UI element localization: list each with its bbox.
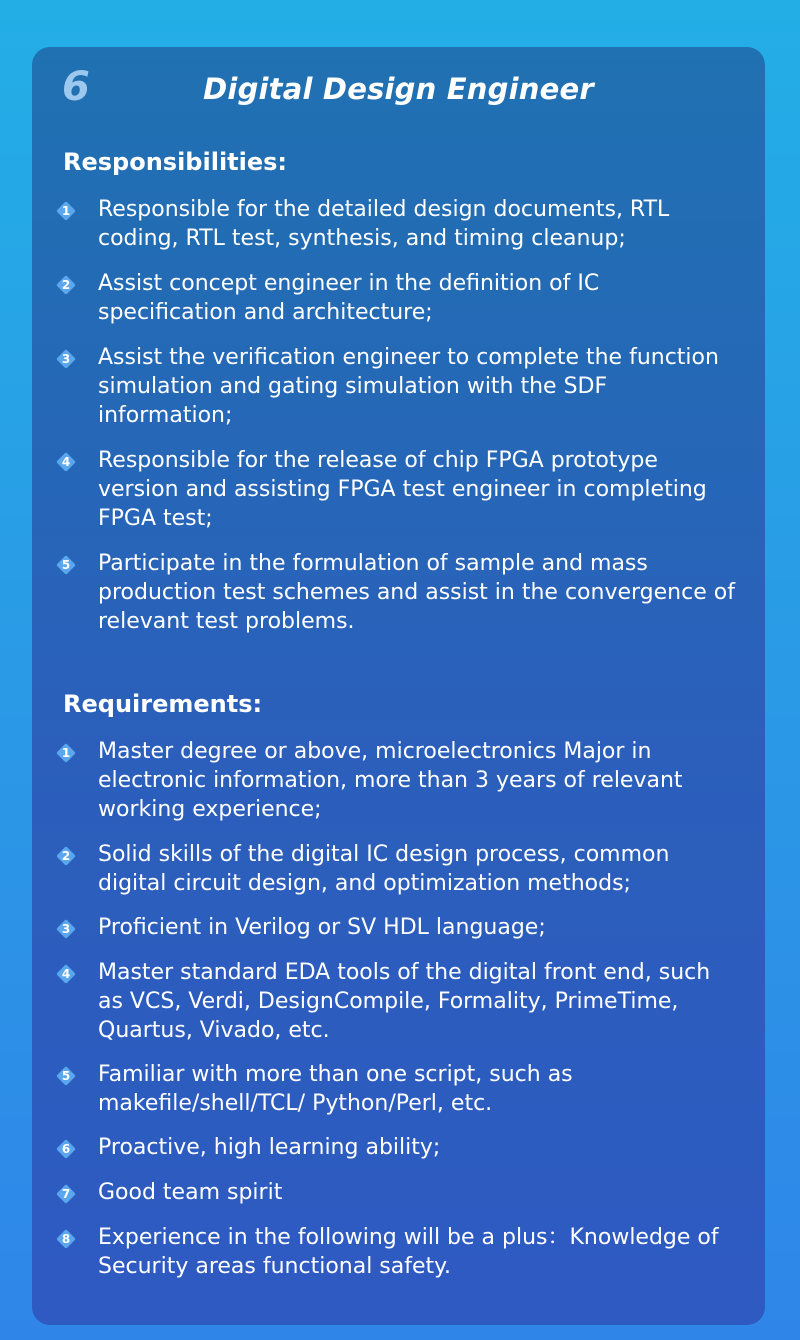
requirements-heading: Requirements: <box>63 690 263 718</box>
number-badge-icon: 4 <box>56 964 76 984</box>
list-item-text: Experience in the following will be a plus：Knowledge of Security areas functional safety. <box>98 1225 719 1279</box>
list-item-text: Assist the verification engineer to complete the function simulation and gating simulation with the SDF information; <box>98 345 719 428</box>
number-badge-icon: 8 <box>56 1229 76 1249</box>
list-item-text: Proficient in Verilog or SV HDL language; <box>98 915 546 940</box>
number-badge-icon: 1 <box>56 201 76 221</box>
responsibilities-heading: Responsibilities: <box>63 148 288 176</box>
number-badge-icon: 1 <box>56 743 76 763</box>
number-badge-icon: 2 <box>56 846 76 866</box>
number-badge-icon: 4 <box>56 452 76 472</box>
number-badge-icon: 6 <box>56 1139 76 1159</box>
number-badge-icon: 3 <box>56 349 76 369</box>
list-item-text: Responsible for the detailed design documents, RTL coding, RTL test, synthesis, and timing cleanup; <box>98 197 670 251</box>
list-item-text: Assist concept engineer in the definition of IC specification and architecture; <box>98 271 600 325</box>
list-item-text: Familiar with more than one script, such as makefile/shell/TCL/ Python/Perl, etc. <box>98 1062 573 1116</box>
list-item-text: Master degree or above, microelectronics Major in electronic information, more than 3 years of relevant working experience; <box>98 739 683 822</box>
list-item-text: Proactive, high learning ability; <box>98 1135 441 1160</box>
job-card <box>32 47 765 1325</box>
list-item-text: Good team spirit <box>98 1180 283 1205</box>
card-number: 6 <box>62 64 90 110</box>
list-item-text: Master standard EDA tools of the digital front end, such as VCS, Verdi, DesignCompile, Formality, PrimeTime, Quartus, Vivado, etc. <box>98 960 711 1043</box>
number-badge-icon: 7 <box>56 1184 76 1204</box>
number-badge-icon: 3 <box>56 919 76 939</box>
number-badge-icon: 5 <box>56 555 76 575</box>
list-item-text: Solid skills of the digital IC design process, common digital circuit design, and optimization methods; <box>98 842 670 896</box>
number-badge-icon: 5 <box>56 1066 76 1086</box>
list-item-text: Responsible for the release of chip FPGA prototype version and assisting FPGA test engineer in completing FPGA test; <box>98 448 707 531</box>
list-item-text: Participate in the formulation of sample and mass production test schemes and assist in the convergence of relevant test problems. <box>98 551 735 634</box>
job-title: Digital Design Engineer <box>203 72 594 106</box>
number-badge-icon: 2 <box>56 275 76 295</box>
